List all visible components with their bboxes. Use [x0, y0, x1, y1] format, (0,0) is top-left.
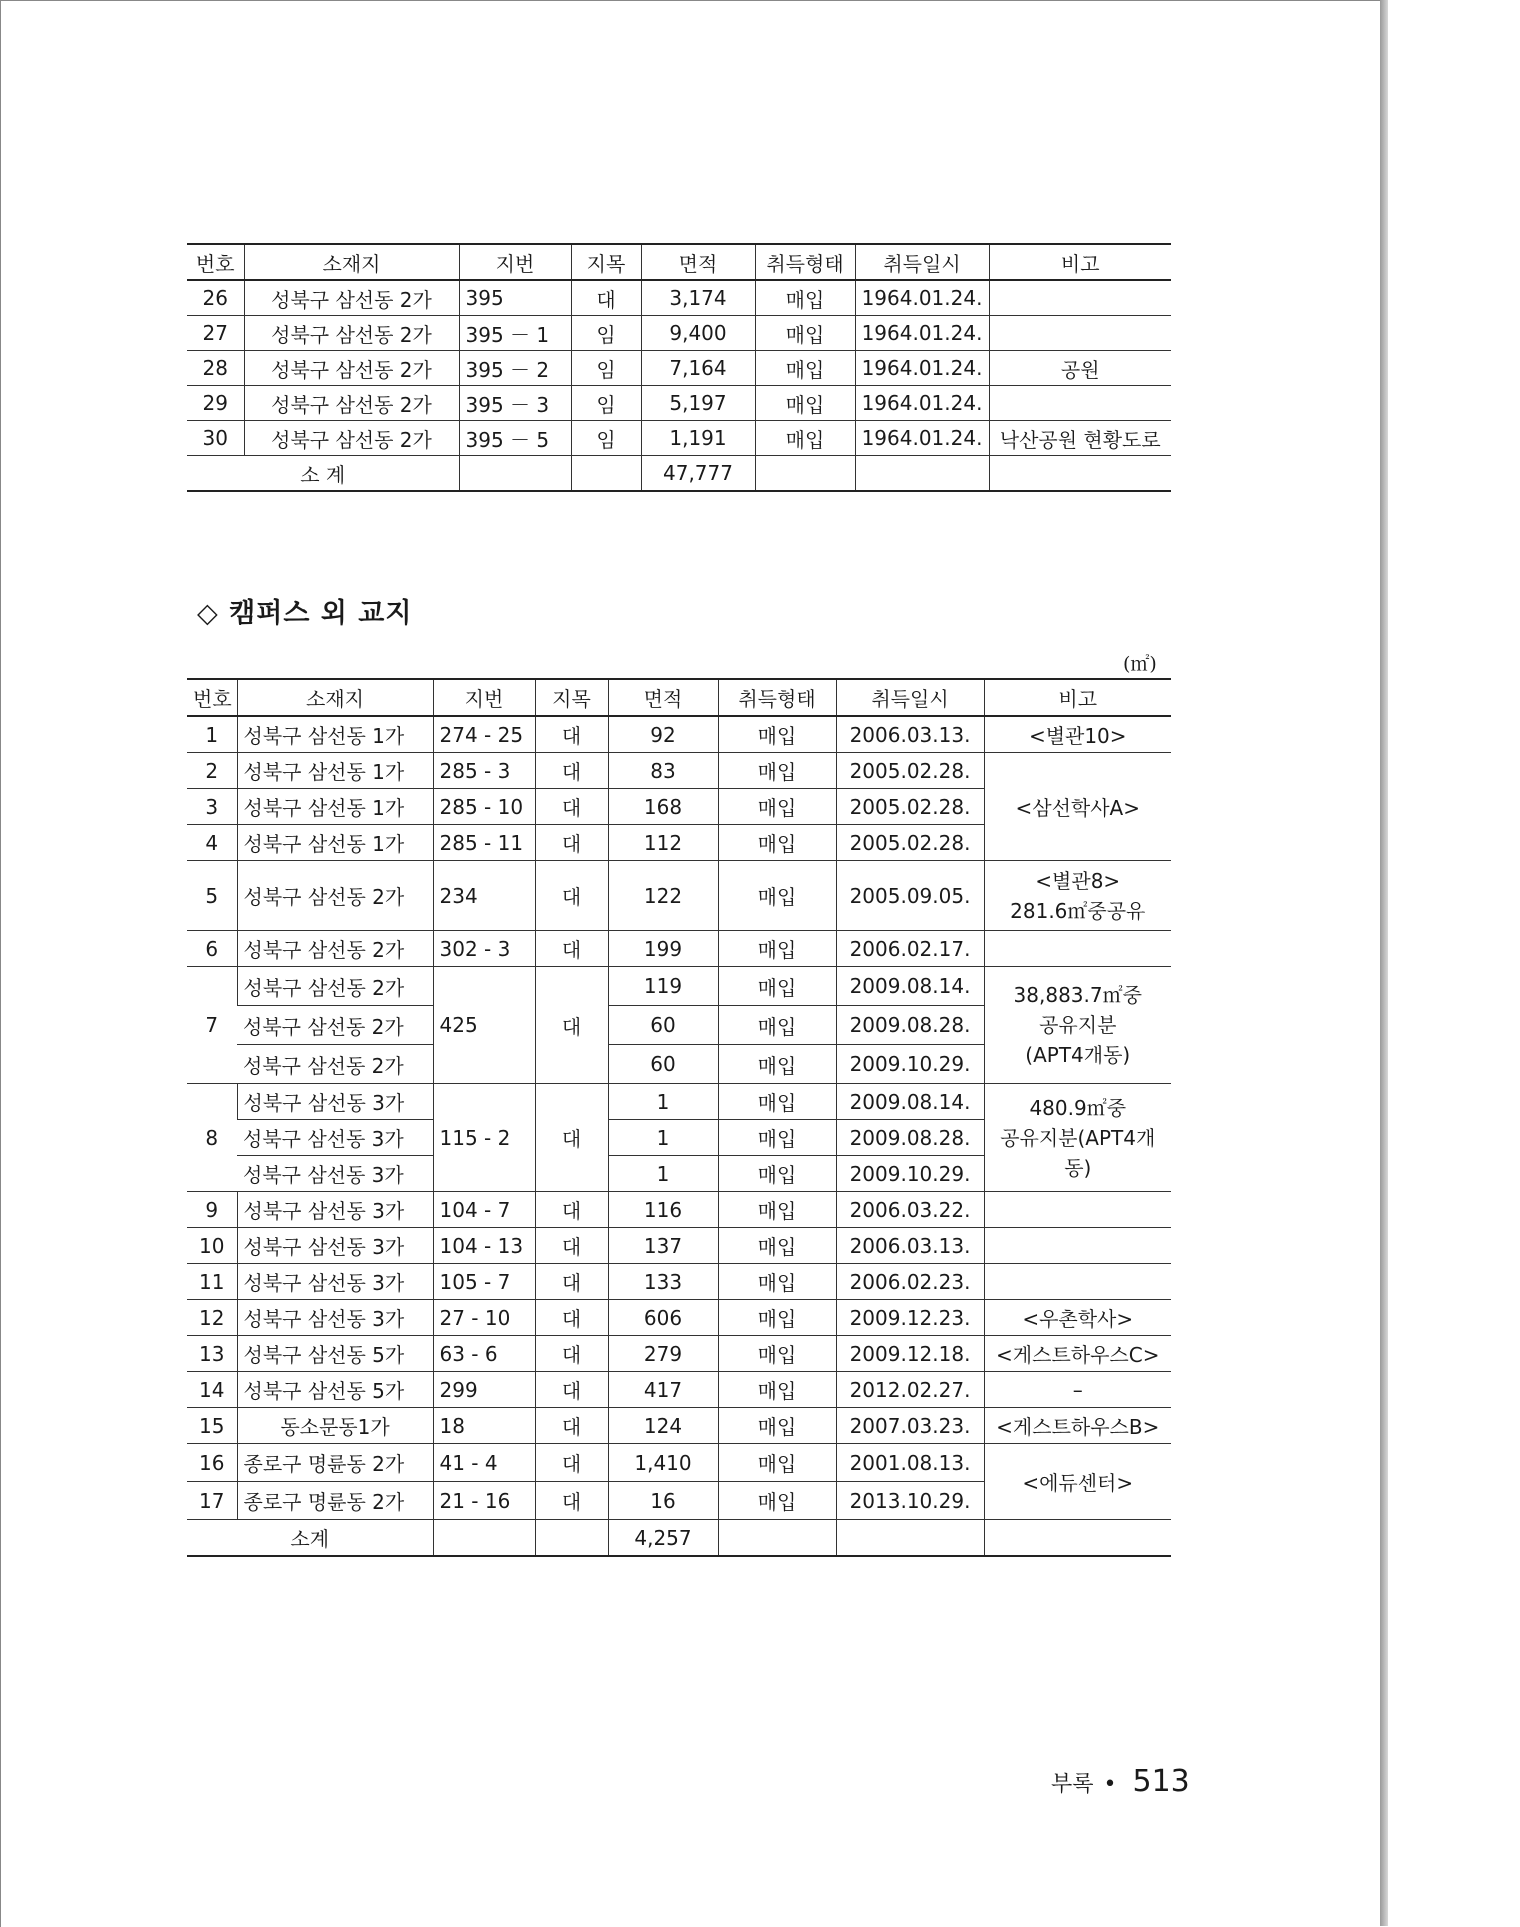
table-row [187, 280, 1171, 316]
cell-location: 성북구 삼선동 2가 [237, 1006, 433, 1045]
page-edge-shadow [1380, 0, 1388, 1926]
cell-type: 대 [535, 1444, 608, 1482]
cell-date: 1964.01.24. [855, 421, 989, 456]
cell-location: 종로구 명륜동 2가 [237, 1482, 433, 1520]
table-row [187, 1192, 1171, 1228]
cell-lot: 63 - 6 [433, 1336, 535, 1372]
header-cell: 지번 [433, 679, 535, 716]
cell-no: 29 [187, 386, 244, 421]
cell-acquisition: 매입 [718, 716, 836, 753]
cell-location: 성북구 삼선동 1가 [237, 825, 433, 861]
cell-note [989, 316, 1171, 351]
total-label: 소계 [187, 1520, 433, 1557]
cell-area: 9,400 [641, 316, 755, 351]
cell-acquisition: 매입 [718, 861, 836, 931]
cell-lot: 395 － 5 [459, 421, 571, 456]
cell-acquisition: 매입 [718, 1120, 836, 1156]
cell-lot: 41 - 4 [433, 1444, 535, 1482]
cell-location: 성북구 삼선동 2가 [244, 280, 459, 316]
cell-note: <에듀센터> [984, 1444, 1171, 1520]
cell-type: 대 [535, 861, 608, 931]
cell-no: 3 [187, 789, 237, 825]
cell-area: 116 [608, 1192, 718, 1228]
footer-bullet: • [1103, 1772, 1117, 1797]
cell-date: 2012.02.27. [836, 1372, 984, 1408]
table-row [187, 753, 1171, 789]
header-cell: 면적 [641, 244, 755, 280]
cell-lot: 395 [459, 280, 571, 316]
note-line: 공유지분(APT4개동) [1000, 1125, 1156, 1180]
cell-date: 2009.08.14. [836, 967, 984, 1006]
cell-date: 2009.12.18. [836, 1336, 984, 1372]
background-margin [1388, 0, 1520, 1926]
cell-date: 1964.01.24. [855, 386, 989, 421]
cell-acquisition: 매입 [718, 1156, 836, 1192]
cell-date: 2006.03.22. [836, 1192, 984, 1228]
header-cell: 취득일시 [855, 244, 989, 280]
cell-location: 성북구 삼선동 2가 [237, 1045, 433, 1084]
cell-lot: 115 - 2 [433, 1084, 535, 1192]
cell-location: 성북구 삼선동 2가 [244, 386, 459, 421]
cell-empty [755, 456, 855, 492]
cell-lot: 285 - 3 [433, 753, 535, 789]
cell-note [984, 1228, 1171, 1264]
cell-no: 11 [187, 1264, 237, 1300]
table-row [187, 1336, 1171, 1372]
table-row [187, 1264, 1171, 1300]
total-area: 4,257 [608, 1520, 718, 1557]
cell-note: <삼선학사A> [984, 753, 1171, 861]
cell-acquisition: 매입 [718, 1300, 836, 1336]
cell-type: 대 [535, 1336, 608, 1372]
cell-location: 성북구 삼선동 3가 [237, 1228, 433, 1264]
cell-empty [571, 456, 641, 492]
table-header-row [187, 679, 1171, 716]
cell-lot: 105 - 7 [433, 1264, 535, 1300]
cell-lot: 299 [433, 1372, 535, 1408]
cell-date: 2009.12.23. [836, 1300, 984, 1336]
land-table-1-body [187, 244, 1171, 491]
cell-lot: 274 - 25 [433, 716, 535, 753]
cell-location: 성북구 삼선동 5가 [237, 1372, 433, 1408]
header-cell: 비고 [984, 679, 1171, 716]
cell-no: 13 [187, 1336, 237, 1372]
cell-lot: 395 － 3 [459, 386, 571, 421]
cell-type: 대 [535, 1372, 608, 1408]
header-cell: 소재지 [237, 679, 433, 716]
cell-acquisition: 매입 [718, 1408, 836, 1444]
cell-no: 4 [187, 825, 237, 861]
cell-empty [836, 1520, 984, 1557]
cell-empty [433, 1520, 535, 1557]
cell-note: – [984, 1372, 1171, 1408]
table-row [187, 967, 1171, 1006]
cell-note [984, 1084, 1171, 1192]
cell-lot: 104 - 7 [433, 1192, 535, 1228]
cell-type: 대 [535, 1192, 608, 1228]
header-cell: 소재지 [244, 244, 459, 280]
cell-acquisition: 매입 [718, 1336, 836, 1372]
cell-type: 대 [535, 1264, 608, 1300]
cell-acquisition: 매입 [755, 316, 855, 351]
cell-location: 성북구 삼선동 1가 [237, 753, 433, 789]
footer-label: 부록 [1051, 1772, 1094, 1797]
cell-area: 60 [608, 1045, 718, 1084]
cell-date: 2006.03.13. [836, 1228, 984, 1264]
cell-no: 7 [187, 967, 237, 1084]
cell-empty [535, 1520, 608, 1557]
cell-date: 2009.10.29. [836, 1156, 984, 1192]
cell-area: 112 [608, 825, 718, 861]
cell-type: 임 [571, 421, 641, 456]
cell-no: 6 [187, 931, 237, 967]
cell-acquisition: 매입 [755, 386, 855, 421]
cell-location: 성북구 삼선동 5가 [237, 1336, 433, 1372]
header-cell: 지목 [571, 244, 641, 280]
cell-location: 성북구 삼선동 3가 [237, 1264, 433, 1300]
cell-area: 124 [608, 1408, 718, 1444]
cell-lot: 104 - 13 [433, 1228, 535, 1264]
cell-type: 대 [535, 753, 608, 789]
cell-lot: 18 [433, 1408, 535, 1444]
cell-location: 성북구 삼선동 1가 [237, 789, 433, 825]
header-cell: 비고 [989, 244, 1171, 280]
cell-acquisition: 매입 [718, 753, 836, 789]
cell-date: 2005.02.28. [836, 789, 984, 825]
cell-date: 2009.10.29. [836, 1045, 984, 1084]
header-cell: 취득형태 [718, 679, 836, 716]
cell-note [984, 1192, 1171, 1228]
cell-no: 12 [187, 1300, 237, 1336]
cell-note [984, 967, 1171, 1084]
cell-location: 성북구 삼선동 1가 [237, 716, 433, 753]
cell-date: 1964.01.24. [855, 316, 989, 351]
cell-acquisition: 매입 [755, 280, 855, 316]
table-row [187, 1444, 1171, 1482]
cell-area: 16 [608, 1482, 718, 1520]
cell-empty [855, 456, 989, 492]
cell-date: 1964.01.24. [855, 280, 989, 316]
cell-area: 83 [608, 753, 718, 789]
cell-note: <우촌학사> [984, 1300, 1171, 1336]
cell-no: 28 [187, 351, 244, 386]
land-table-2 [187, 678, 1171, 1557]
total-label: 소 계 [187, 456, 459, 492]
cell-acquisition: 매입 [718, 1228, 836, 1264]
cell-area: 1,191 [641, 421, 755, 456]
cell-location: 성북구 삼선동 2가 [237, 861, 433, 931]
cell-location: 성북구 삼선동 2가 [244, 351, 459, 386]
cell-area: 119 [608, 967, 718, 1006]
note-line: 38,883.7㎡중 [1013, 983, 1142, 1007]
cell-location: 성북구 삼선동 3가 [237, 1300, 433, 1336]
cell-location: 성북구 삼선동 2가 [237, 967, 433, 1006]
cell-type: 대 [535, 1084, 608, 1192]
cell-no: 15 [187, 1408, 237, 1444]
cell-area: 1 [608, 1084, 718, 1120]
cell-area: 606 [608, 1300, 718, 1336]
cell-acquisition: 매입 [718, 1372, 836, 1408]
cell-note [984, 1264, 1171, 1300]
cell-no: 10 [187, 1228, 237, 1264]
cell-no: 17 [187, 1482, 237, 1520]
note-line: 281.6㎡중공유 [1010, 898, 1146, 923]
header-cell: 번호 [187, 244, 244, 280]
cell-no: 16 [187, 1444, 237, 1482]
header-cell: 취득일시 [836, 679, 984, 716]
header-cell: 면적 [608, 679, 718, 716]
cell-location: 종로구 명륜동 2가 [237, 1444, 433, 1482]
header-cell: 번호 [187, 679, 237, 716]
cell-date: 2006.03.13. [836, 716, 984, 753]
cell-no: 2 [187, 753, 237, 789]
cell-type: 대 [535, 716, 608, 753]
table-row [187, 1372, 1171, 1408]
cell-acquisition: 매입 [718, 789, 836, 825]
table-total-row [187, 456, 1171, 492]
land-table-1 [187, 243, 1171, 492]
cell-lot: 285 - 10 [433, 789, 535, 825]
table-row [187, 316, 1171, 351]
cell-acquisition: 매입 [718, 1006, 836, 1045]
cell-area: 3,174 [641, 280, 755, 316]
cell-no: 14 [187, 1372, 237, 1408]
cell-date: 2006.02.23. [836, 1264, 984, 1300]
cell-type: 대 [535, 789, 608, 825]
cell-note: <게스트하우스C> [984, 1336, 1171, 1372]
cell-area: 60 [608, 1006, 718, 1045]
cell-note: <별관10> [984, 716, 1171, 753]
cell-lot: 302 - 3 [433, 931, 535, 967]
cell-area: 417 [608, 1372, 718, 1408]
cell-date: 1964.01.24. [855, 351, 989, 386]
cell-area: 7,164 [641, 351, 755, 386]
cell-area: 5,197 [641, 386, 755, 421]
cell-area: 1,410 [608, 1444, 718, 1482]
total-area: 47,777 [641, 456, 755, 492]
cell-lot: 234 [433, 861, 535, 931]
cell-acquisition: 매입 [718, 1264, 836, 1300]
cell-date: 2009.08.14. [836, 1084, 984, 1120]
cell-lot: 425 [433, 967, 535, 1084]
table-total-row [187, 1520, 1171, 1557]
cell-date: 2007.03.23. [836, 1408, 984, 1444]
cell-area: 122 [608, 861, 718, 931]
cell-type: 임 [571, 351, 641, 386]
cell-acquisition: 매입 [755, 421, 855, 456]
cell-empty [989, 456, 1171, 492]
cell-acquisition: 매입 [718, 1482, 836, 1520]
page-footer [1051, 1764, 1190, 1799]
cell-note [984, 931, 1171, 967]
cell-no: 9 [187, 1192, 237, 1228]
cell-location: 성북구 삼선동 2가 [244, 316, 459, 351]
cell-no: 30 [187, 421, 244, 456]
cell-no: 8 [187, 1084, 237, 1192]
table-row [187, 1084, 1171, 1120]
cell-acquisition: 매입 [718, 1444, 836, 1482]
cell-type: 임 [571, 316, 641, 351]
cell-date: 2009.08.28. [836, 1006, 984, 1045]
cell-lot: 395 － 1 [459, 316, 571, 351]
cell-acquisition: 매입 [718, 1084, 836, 1120]
cell-location: 성북구 삼선동 2가 [244, 421, 459, 456]
cell-acquisition: 매입 [718, 1045, 836, 1084]
cell-location: 성북구 삼선동 3가 [237, 1192, 433, 1228]
cell-area: 92 [608, 716, 718, 753]
header-cell: 지번 [459, 244, 571, 280]
cell-area: 199 [608, 931, 718, 967]
note-line: <별관8> [1035, 868, 1121, 893]
cell-date: 2005.09.05. [836, 861, 984, 931]
cell-type: 대 [535, 825, 608, 861]
cell-date: 2001.08.13. [836, 1444, 984, 1482]
table-row [187, 421, 1171, 456]
cell-area: 279 [608, 1336, 718, 1372]
cell-note [984, 861, 1171, 931]
cell-acquisition: 매입 [718, 1192, 836, 1228]
cell-lot: 21 - 16 [433, 1482, 535, 1520]
unit-label: (㎡) [1123, 653, 1157, 675]
cell-type: 대 [535, 1300, 608, 1336]
table-row [187, 861, 1171, 931]
cell-date: 2013.10.29. [836, 1482, 984, 1520]
cell-location: 동소문동1가 [237, 1408, 433, 1444]
cell-lot: 395 － 2 [459, 351, 571, 386]
table-row [187, 1300, 1171, 1336]
cell-no: 1 [187, 716, 237, 753]
cell-type: 대 [535, 1228, 608, 1264]
cell-date: 2005.02.28. [836, 825, 984, 861]
table-row [187, 1408, 1171, 1444]
table-row [187, 931, 1171, 967]
cell-note [989, 280, 1171, 316]
header-cell: 지목 [535, 679, 608, 716]
header-cell: 취득형태 [755, 244, 855, 280]
cell-area: 1 [608, 1156, 718, 1192]
table-row [187, 716, 1171, 753]
page-number: 513 [1132, 1764, 1190, 1799]
section-title: ◇ 캠퍼스 외 교지 [197, 598, 413, 629]
cell-type: 대 [571, 280, 641, 316]
cell-note [989, 386, 1171, 421]
cell-no: 27 [187, 316, 244, 351]
cell-type: 대 [535, 967, 608, 1084]
note-line: 공유지분 [1039, 1013, 1117, 1037]
cell-area: 1 [608, 1120, 718, 1156]
note-line: 480.9㎡중 [1029, 1095, 1127, 1120]
cell-empty [459, 456, 571, 492]
cell-location: 성북구 삼선동 3가 [237, 1120, 433, 1156]
cell-location: 성북구 삼선동 2가 [237, 931, 433, 967]
cell-area: 137 [608, 1228, 718, 1264]
cell-date: 2005.02.28. [836, 753, 984, 789]
cell-acquisition: 매입 [718, 967, 836, 1006]
cell-date: 2009.08.28. [836, 1120, 984, 1156]
cell-lot: 27 - 10 [433, 1300, 535, 1336]
cell-no: 26 [187, 280, 244, 316]
cell-location: 성북구 삼선동 3가 [237, 1084, 433, 1120]
note-line: (APT4개동) [1025, 1043, 1131, 1067]
cell-no: 5 [187, 861, 237, 931]
cell-note: 공원 [989, 351, 1171, 386]
cell-type: 임 [571, 386, 641, 421]
cell-type: 대 [535, 1482, 608, 1520]
cell-acquisition: 매입 [718, 931, 836, 967]
cell-note: 낙산공원 현황도로 [989, 421, 1171, 456]
cell-location: 성북구 삼선동 3가 [237, 1156, 433, 1192]
cell-area: 168 [608, 789, 718, 825]
cell-type: 대 [535, 931, 608, 967]
table-row [187, 1228, 1171, 1264]
cell-empty [718, 1520, 836, 1557]
cell-date: 2006.02.17. [836, 931, 984, 967]
cell-type: 대 [535, 1408, 608, 1444]
table-row [187, 351, 1171, 386]
cell-empty [984, 1520, 1171, 1557]
cell-note: <게스트하우스B> [984, 1408, 1171, 1444]
cell-area: 133 [608, 1264, 718, 1300]
cell-acquisition: 매입 [755, 351, 855, 386]
cell-lot: 285 - 11 [433, 825, 535, 861]
table-row [187, 386, 1171, 421]
cell-acquisition: 매입 [718, 825, 836, 861]
table-header-row [187, 244, 1171, 280]
